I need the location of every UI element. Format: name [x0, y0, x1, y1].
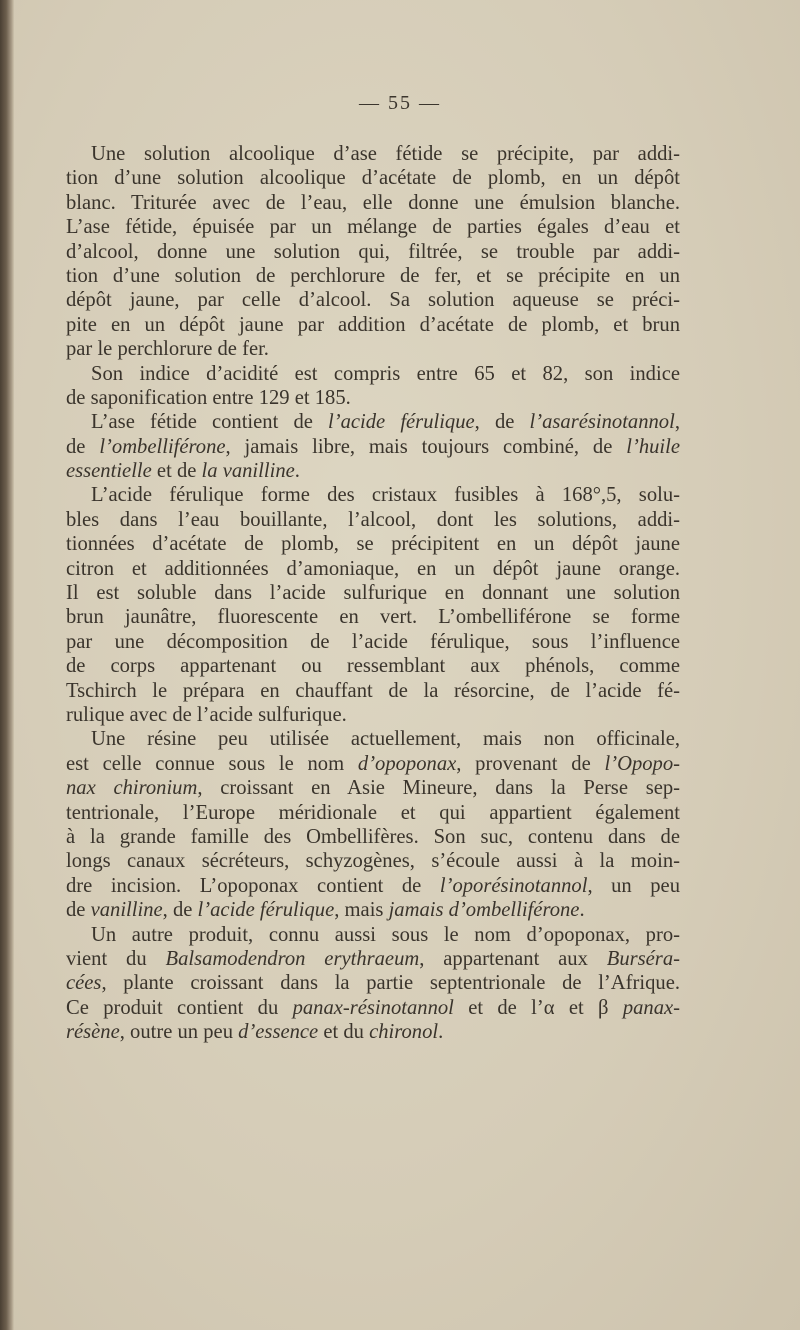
text-segment: tentrionale, l’Europe méridionale et qui appartient également: [66, 801, 680, 824]
italic-term: l’Opopo-: [604, 752, 680, 775]
text-segment: dépôt jaune, par celle d’alcool. Sa solution aqueuse se préci-: [66, 289, 680, 312]
text-segment: rulique avec de l’acide sulfurique.: [66, 703, 347, 726]
text-segment: .: [579, 899, 585, 922]
text-line: [66, 971, 680, 995]
text-line: [66, 581, 680, 605]
italic-term: essentielle: [66, 460, 152, 483]
text-line: [66, 996, 680, 1020]
text-segment: L’ase fétide contient de: [91, 411, 329, 434]
italic-term: nax chironium: [66, 777, 198, 800]
body-text: [66, 142, 680, 1044]
text-line: [66, 898, 680, 922]
text-segment: et de: [151, 460, 202, 483]
text-line: [66, 483, 680, 507]
text-segment: dre incision. L’opoponax contient de: [66, 874, 440, 897]
text-segment: de corps appartenant ou ressemblant aux phénols, comme: [66, 655, 680, 678]
text-line: [66, 215, 680, 239]
italic-term: l’asarésinotannol: [529, 411, 675, 434]
page-binding-edge: [0, 0, 14, 1330]
italic-term: résène: [66, 1021, 120, 1044]
text-segment: L’acide férulique forme des cristaux fusibles à 168°,5, solu-: [91, 484, 680, 507]
text-segment: et du: [318, 1021, 370, 1044]
text-segment: , de: [474, 411, 530, 434]
italic-term: l’acide férulique: [328, 411, 475, 434]
italic-term: panax-: [622, 996, 680, 1019]
text-segment: tionnées d’acétate de plomb, se précipitent en un dépôt jaune: [66, 533, 680, 556]
text-line: [66, 337, 680, 361]
italic-term: Burséra-: [606, 947, 680, 970]
text-segment: , jamais libre, mais toujours combiné, de: [225, 435, 627, 458]
text-segment: , appartenant aux: [419, 947, 607, 970]
text-line: [66, 532, 680, 556]
italic-term: jamais d’ombelliférone: [388, 899, 580, 922]
text-line: [66, 142, 680, 166]
text-segment: .: [438, 1021, 444, 1044]
text-line: [66, 313, 680, 337]
text-segment: ,: [674, 411, 680, 434]
text-segment: , mais: [334, 899, 389, 922]
text-segment: Tschirch le prépara en chauffant de la résorcine, de l’acide fé-: [66, 679, 680, 702]
text-segment: Il est soluble dans l’acide sulfurique en donnant une solution: [66, 582, 680, 605]
text-segment: par le perchlorure de fer.: [66, 338, 269, 361]
italic-term: d’essence: [238, 1021, 319, 1044]
text-line: [66, 874, 680, 898]
text-segment: citron et additionnées d’amoniaque, en un dépôt jaune orange.: [66, 557, 680, 580]
text-line: [66, 849, 680, 873]
text-line: [66, 362, 680, 386]
text-segment: , plante croissant dans la partie septentrionale de l’Afrique.: [101, 972, 680, 995]
text-line: [66, 703, 680, 727]
text-line: [66, 557, 680, 581]
text-segment: brun jaunâtre, fluorescente en vert. L’ombelliférone se forme: [66, 606, 680, 629]
text-segment: Une solution alcoolique d’ase fétide se précipite, par addi-: [91, 143, 680, 165]
text-segment: de saponification entre 129 et 185.: [66, 386, 351, 409]
text-segment: .: [294, 460, 300, 483]
text-segment: Ce produit contient du: [66, 996, 293, 1019]
text-segment: , de: [162, 899, 198, 922]
text-line: [66, 679, 680, 703]
italic-term: l’huile: [626, 435, 680, 458]
text-line: [66, 191, 680, 215]
italic-term: la vanilline: [201, 460, 295, 483]
text-line: [66, 410, 680, 434]
text-line: [66, 508, 680, 532]
italic-term: panax-résinotannol: [292, 996, 454, 1019]
text-line: [66, 825, 680, 849]
text-segment: tion d’une solution alcoolique d’acétate de plomb, en un dépôt: [66, 167, 680, 190]
text-segment: blanc. Triturée avec de l’eau, elle donne une émulsion blanche.: [66, 191, 680, 214]
text-segment: tion d’une solution de perchlorure de fer, et se précipite en un: [66, 264, 680, 287]
text-line: [66, 459, 680, 483]
italic-term: d’opoponax: [357, 752, 457, 775]
text-line: [66, 288, 680, 312]
text-segment: , outre un peu: [119, 1021, 239, 1044]
text-line: [66, 630, 680, 654]
page-number: — 55 —: [359, 92, 441, 114]
text-line: [66, 801, 680, 825]
text-segment: , croissant en Asie Mineure, dans la Perse sep-: [197, 777, 681, 800]
text-line: [66, 605, 680, 629]
text-line: [66, 727, 680, 751]
text-line: [66, 240, 680, 264]
text-segment: et de l’α et β: [453, 996, 623, 1019]
text-segment: est celle connue sous le nom: [66, 752, 358, 775]
text-line: [66, 752, 680, 776]
text-segment: pite en un dépôt jaune par addition d’acétate de plomb, et brun: [66, 313, 680, 336]
text-segment: par une décomposition de l’acide férulique, sous l’influence: [66, 630, 680, 653]
text-segment: Un autre produit, connu aussi sous le nom d’opoponax, pro-: [91, 923, 680, 946]
text-line: [66, 264, 680, 288]
italic-term: l’ombelliférone: [99, 435, 226, 458]
text-line: [66, 923, 680, 947]
text-segment: bles dans l’eau bouillante, l’alcool, dont les solutions, addi-: [66, 508, 680, 531]
text-segment: vient du: [66, 947, 166, 970]
text-line: [66, 654, 680, 678]
italic-term: Balsamodendron erythraeum: [165, 947, 420, 970]
italic-term: l’oporésinotannol: [439, 874, 588, 897]
text-segment: d’alcool, donne une solution qui, filtrée, se trouble par addi-: [66, 240, 680, 263]
text-segment: , provenant de: [456, 752, 605, 775]
text-segment: de: [66, 435, 100, 458]
text-segment: Une résine peu utilisée actuellement, mais non officinale,: [91, 728, 680, 751]
italic-term: cées: [66, 972, 102, 995]
text-segment: Son indice d’acidité est compris entre 65 et 82, son indice: [91, 362, 680, 385]
text-segment: de: [66, 899, 91, 922]
text-segment: , un peu: [587, 874, 680, 897]
text-line: [66, 386, 680, 410]
text-line: [66, 166, 680, 190]
text-segment: L’ase fétide, épuisée par un mélange de parties égales d’eau et: [66, 216, 680, 239]
text-line: [66, 776, 680, 800]
text-segment: à la grande famille des Ombellifères. Son suc, contenu dans de: [66, 825, 680, 848]
text-line: [66, 435, 680, 459]
italic-term: l’acide férulique: [197, 899, 335, 922]
italic-term: vanilline: [90, 899, 163, 922]
italic-term: chironol: [369, 1021, 439, 1044]
text-segment: longs canaux sécréteurs, schyzogènes, s’écoule aussi à la moin-: [66, 850, 680, 873]
text-line: [66, 1020, 680, 1044]
text-line: [66, 947, 680, 971]
